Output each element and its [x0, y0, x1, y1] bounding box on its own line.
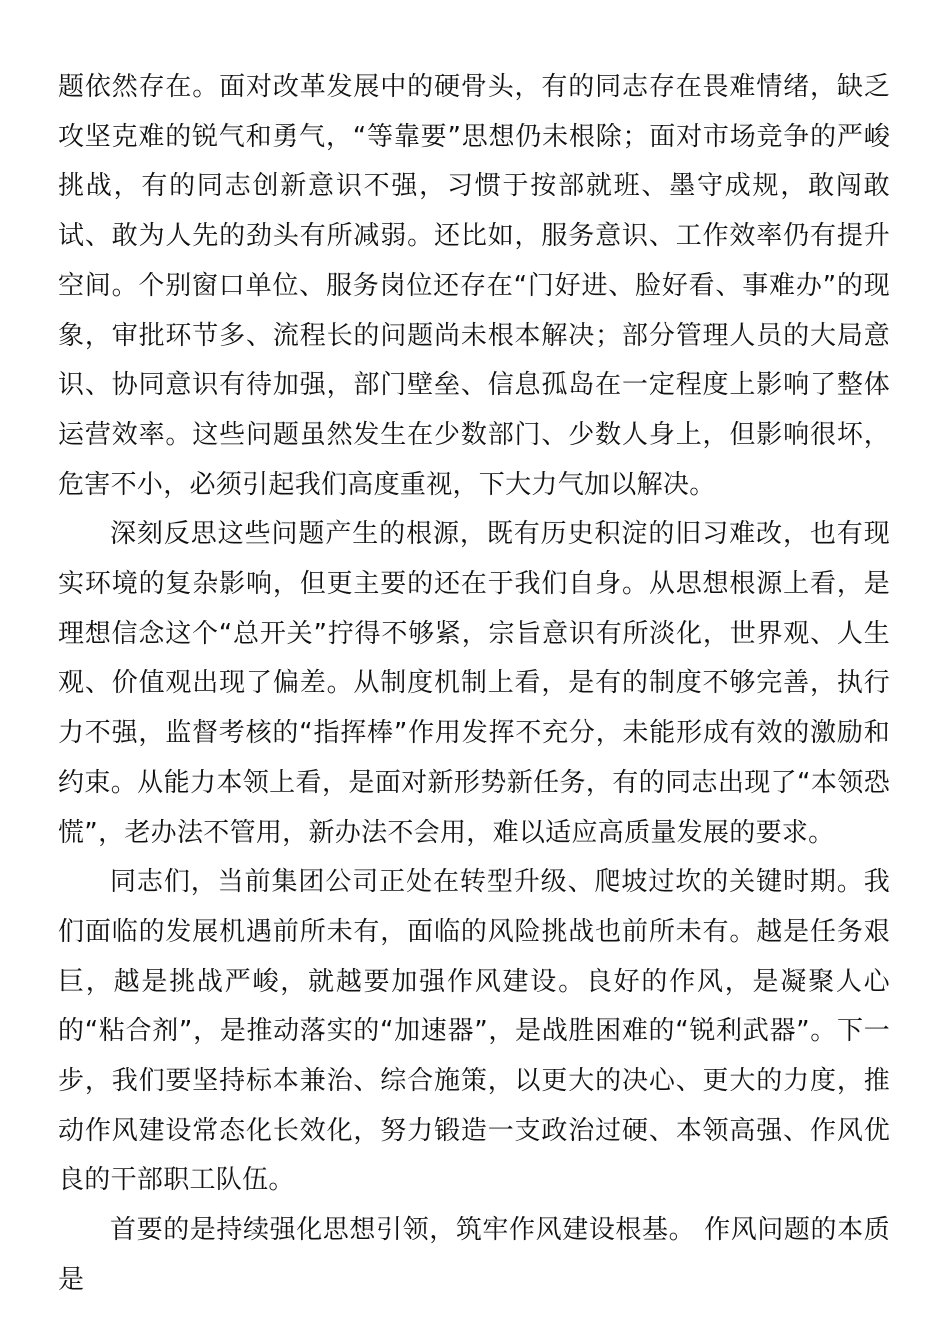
paragraph-1: 题依然存在。面对改革发展中的硬骨头，有的同志存在畏难情绪，缺乏攻坚克难的锐气和勇气，“等靠要”思想仍未根除；面对市场竞争的严峻挑战，有的同志创新意识不强，习惯于按部就班、墨守成规，敢闯敢试、敢为人先的劲头有所减弱。还比如，服务意识、工作效率仍有提升空间。个别窗口单位、服务岗位还存在“门好进、脸好看、事难办”的现象，审批环节多、流程长的问题尚未根本解决；部分管理人员的大局意识、协同意识有待加强，部门壁垒、信息孤岛在一定程度上影响了整体运营效率。这些问题虽然发生在少数部门、少数人身上，但影响很坏，危害不小，必须引起我们高度重视，下大力气加以解决。	[58, 72, 890, 500]
document-page	[58, 63, 890, 1306]
paragraph-2: 深刻反思这些问题产生的根源，既有历史积淀的旧习难改，也有现实环境的复杂影响，但更主要的还在于我们自身。从思想根源上看，是理想信念这个“总开关”拧得不够紧，宗旨意识有所淡化，世界观、人生观、价值观出现了偏差。从制度机制上看，是有的制度不够完善，执行力不强，监督考核的“指挥棒”作用发挥不充分，未能形成有效的激励和约束。从能力本领上看，是面对新形势新任务，有的同志出现了“本领恐慌”，老办法不管用，新办法不会用，难以适应高质量发展的要求。	[58, 519, 890, 848]
paragraph-3: 同志们，当前集团公司正处在转型升级、爬坡过坎的关键时期。我们面临的发展机遇前所未有，面临的风险挑战也前所未有。越是任务艰巨，越是挑战严峻，就越要加强作风建设。良好的作风，是凝聚人心的“粘合剂”，是推动落实的“加速器”，是战胜困难的“锐利武器”。下一步，我们要坚持标本兼治、综合施策，以更大的决心、更大的力度，推动作风建设常态化长效化，努力锻造一支政治过硬、本领高强、作风优良的干部职工队伍。	[58, 867, 890, 1196]
paragraph-4: 首要的是持续强化思想引领，筑牢作风建设根基。 作风问题的本质是	[58, 1215, 890, 1295]
